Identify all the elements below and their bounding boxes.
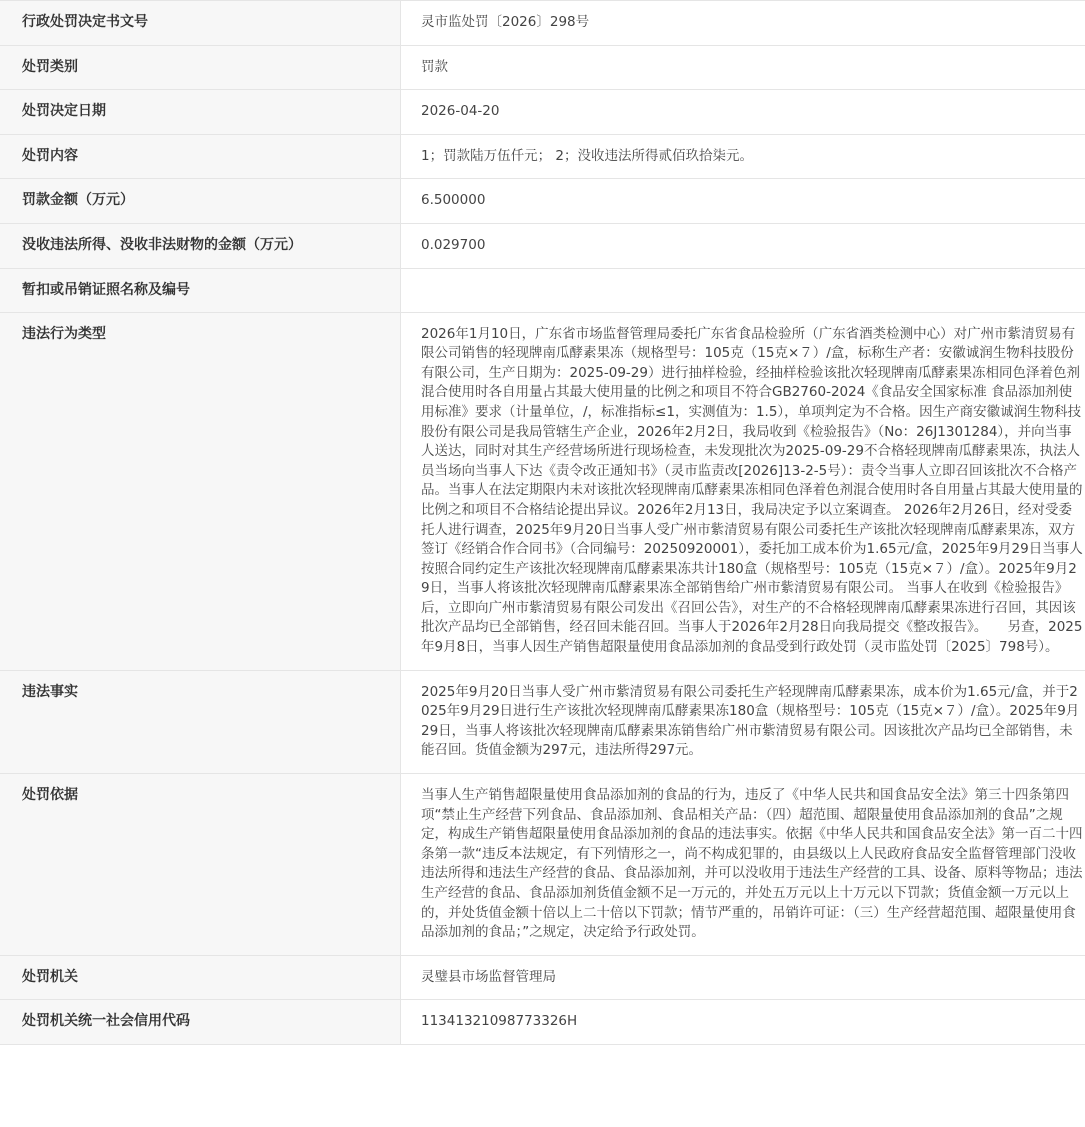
authority-credit-code-label: 处罚机关统一社会信用代码 (0, 1000, 401, 1045)
row-penalty-type (0, 45, 1085, 90)
penalty-basis-label: 处罚依据 (0, 774, 401, 956)
row-decision-number (0, 1, 1085, 46)
row-penalty-basis (0, 774, 1085, 956)
violation-facts-label: 违法事实 (0, 670, 401, 773)
decision-number-value: 灵市监处罚〔2026〕298号 (401, 1, 1085, 46)
penalty-type-value: 罚款 (401, 45, 1085, 90)
violation-type-label: 违法行为类型 (0, 312, 401, 670)
authority-credit-code-value: 11341321098773326H (401, 1000, 1085, 1045)
violation-type-value: 2026年1月10日，广东省市场监督管理局委托广东省食品检验所（广东省酒类检测中心）对广州市紫清贸易有限公司销售的轻现牌南瓜酵素果冻（规格型号：105克（15克×７）/盒，标称生产者：安徽诚润生物科技股份有限公司，生产日期为：2025-09-29）进行抽样检验，经抽样检验该批次轻现牌南瓜酵素果冻相同色泽着色剂混合使用时各自用量占其最大使用量的比例之和项目不符合GB2760-2024《食品安全国家标准 食品添加剂使用标准》要求（计量单位，/，标准指标≤1，实测值为：1.5），单项判定为不合格。因生产商安徽诚润生物科技股份有限公司是我局管辖生产企业，2026年2月2日，我局收到《检验报告》（No：26J1301284），并向当事人送达，同时对其生产经营场所进行现场检查，未发现批次为2025-09-29不合格轻现牌南瓜酵素果冻，执法人员当场向当事人下达《责令改正通知书》（灵市监责改[2026]13-2-5号）：责令当事人立即召回该批次不合格产品。当事人在法定期限内未对该批次轻现牌南瓜酵素果冻相同色泽着色剂混合使用时各自用量占其最大使用量的比例之和项目不合格结论提出异议。2026年2月13日，我局决定予以立案调查。 2026年2月26日，经对受委托人进行调查，2025年9月20日当事人受广州市紫清贸易有限公司委托生产该批次轻现牌南瓜酵素果冻，双方签订《经销合作合同书》（合同编号：20250920001），委托加工成本价为1.65元/盒，2025年9月29日当事人按照合同约定生产该批次轻现牌南瓜酵素果冻共计180盒（规格型号：105克（15克×７）/盒）。2025年9月29日，当事人将该批次轻现牌南瓜酵素果冻全部销售给广州市紫清贸易有限公司。 当事人在收到《检验报告》后，立即向广州市紫清贸易有限公司发出《召回公告》，对生产的不合格轻现牌南瓜酵素果冻进行召回，其因该批次产品均已全部销售，经召回未能召回。当事人于2026年2月28日向我局提交《整改报告》。 另查，2025年9月8日，当事人因生产销售超限量使用食品添加剂的食品受到行政处罚（灵市监处罚〔2025〕798号）。 (401, 312, 1085, 670)
row-violation-facts (0, 670, 1085, 773)
row-authority-credit-code (0, 1000, 1085, 1045)
penalty-content-label: 处罚内容 (0, 134, 401, 179)
penalty-authority-value: 灵璧县市场监督管理局 (401, 955, 1085, 1000)
decision-date-label: 处罚决定日期 (0, 90, 401, 135)
license-info-label: 暂扣或吊销证照名称及编号 (0, 268, 401, 312)
confiscation-amount-label: 没收违法所得、没收非法财物的金额（万元） (0, 223, 401, 268)
row-confiscation-amount (0, 223, 1085, 268)
row-violation-type (0, 312, 1085, 670)
decision-date-value: 2026-04-20 (401, 90, 1085, 135)
license-info-value (401, 268, 1085, 312)
row-penalty-content (0, 134, 1085, 179)
penalty-authority-label: 处罚机关 (0, 955, 401, 1000)
fine-amount-label: 罚款金额（万元） (0, 179, 401, 224)
row-fine-amount (0, 179, 1085, 224)
decision-number-label: 行政处罚决定书文号 (0, 1, 401, 46)
fine-amount-value: 6.500000 (401, 179, 1085, 224)
penalty-type-label: 处罚类别 (0, 45, 401, 90)
confiscation-amount-value: 0.029700 (401, 223, 1085, 268)
penalty-content-value: 1；罚款陆万伍仟元； 2；没收违法所得贰佰玖拾柒元。 (401, 134, 1085, 179)
row-decision-date (0, 90, 1085, 135)
violation-facts-value: 2025年9月20日当事人受广州市紫清贸易有限公司委托生产轻现牌南瓜酵素果冻，成本价为1.65元/盒，并于2025年9月29日进行生产该批次轻现牌南瓜酵素果冻180盒（规格型号：105克（15克×７）/盒）。2025年9月29日，当事人将该批次轻现牌南瓜酵素果冻销售给广州市紫清贸易有限公司。因该批次产品均已全部销售，未能召回。货值金额为297元，违法所得297元。 (401, 670, 1085, 773)
row-license-info (0, 268, 1085, 312)
penalty-basis-value: 当事人生产销售超限量使用食品添加剂的食品的行为，违反了《中华人民共和国食品安全法》第三十四条第四项“禁止生产经营下列食品、食品添加剂、食品相关产品：（四）超范围、超限量使用食品添加剂的食品”之规定，构成生产销售超限量使用食品添加剂的食品的违法事实。依据《中华人民共和国食品安全法》第一百二十四条第一款“违反本法规定，有下列情形之一，尚不构成犯罪的，由县级以上人民政府食品安全监督管理部门没收违法所得和违法生产经营的食品、食品添加剂，并可以没收用于违法生产经营的工具、设备、原料等物品；违法生产经营的食品、食品添加剂货值金额不足一万元的，并处五万元以上十万元以下罚款；货值金额一万元以上的，并处货值金额十倍以上二十倍以下罚款；情节严重的，吊销许可证：（三）生产经营超范围、超限量使用食品添加剂的食品；”之规定，决定给予行政处罚。 (401, 774, 1085, 956)
row-penalty-authority (0, 955, 1085, 1000)
